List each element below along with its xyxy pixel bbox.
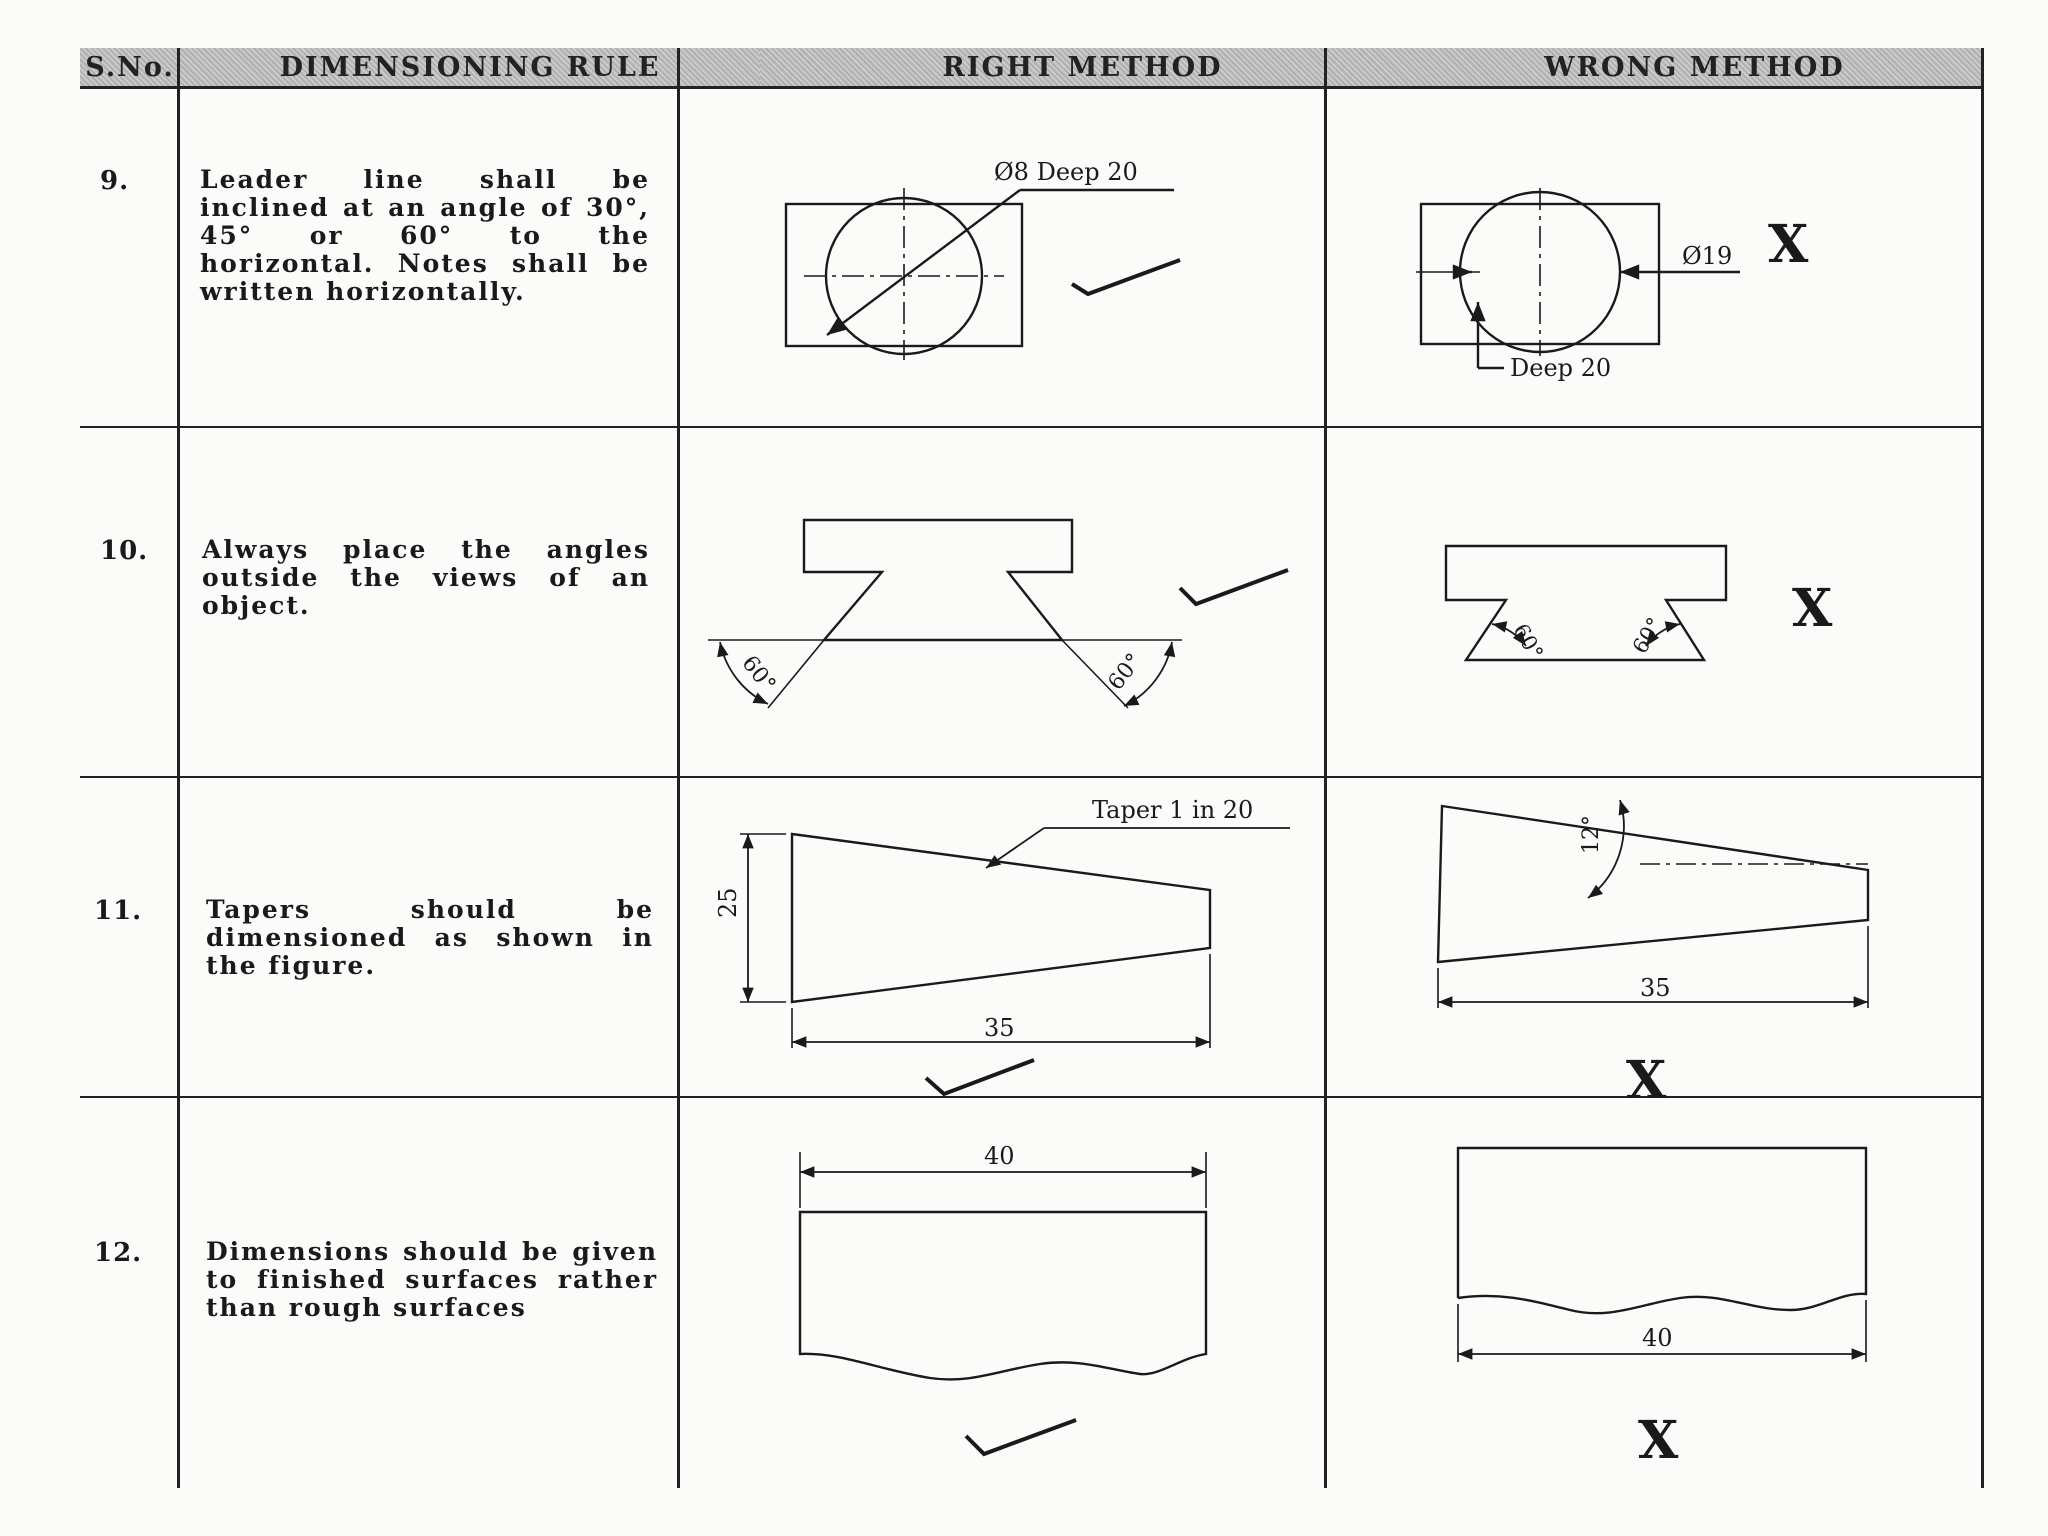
rule-text: Leader line shall be inclined at an angle of 30°, 45° or 60° to the horizontal. Notes shall be written horizontally. xyxy=(200,165,650,306)
drawings-layer xyxy=(80,48,1984,1488)
header-rule: DIMENSIONING RULE xyxy=(180,48,760,89)
row11-right-drawing xyxy=(740,828,1290,1048)
row10-wrong-drawing xyxy=(1446,546,1726,660)
leader-note: Ø8 Deep 20 xyxy=(994,158,1138,186)
check-mark-icon xyxy=(926,1060,1034,1094)
row12-right-drawing xyxy=(800,1152,1206,1379)
cross-mark-icon: X xyxy=(1638,1410,1679,1471)
rule-text: Always place the angles outside the views of an object. xyxy=(202,535,650,620)
length-dimension: 35 xyxy=(984,1014,1015,1042)
row9-right-drawing xyxy=(786,188,1174,360)
cross-mark-icon: X xyxy=(1626,1050,1667,1111)
taper-note: Taper 1 in 20 xyxy=(1092,796,1254,824)
width-dimension: 40 xyxy=(984,1142,1015,1170)
depth-note: Deep 20 xyxy=(1510,354,1612,382)
angle-label: 60° xyxy=(1627,613,1668,658)
cross-mark-icon: X xyxy=(1792,578,1833,639)
height-dimension: 25 xyxy=(714,887,742,918)
header-right-method: RIGHT METHOD xyxy=(760,48,1405,89)
check-mark-icon xyxy=(966,1420,1076,1454)
angle-label: 60° xyxy=(736,651,781,698)
angle-label: 60° xyxy=(1508,619,1548,664)
angle-label: 60° xyxy=(1103,649,1148,696)
width-dimension: 40 xyxy=(1642,1324,1673,1352)
header-sno: S.No. xyxy=(80,48,180,89)
angle-label: 12° xyxy=(1579,815,1604,854)
length-dimension: 35 xyxy=(1640,974,1671,1002)
dimensioning-rules-table xyxy=(80,48,1984,1488)
cross-mark-icon: X xyxy=(1768,214,1809,275)
check-mark-icon xyxy=(1072,260,1180,294)
row-number: 9. xyxy=(100,166,130,196)
row-number: 10. xyxy=(100,536,149,566)
row-number: 11. xyxy=(94,896,143,926)
row9-wrong-drawing xyxy=(1416,188,1740,368)
rule-text: Dimensions should be given to finished surfaces rather than rough surfaces xyxy=(206,1237,658,1322)
rule-text: Tapers should be dimensioned as shown in the figure. xyxy=(206,895,654,980)
check-mark-icon xyxy=(1180,570,1288,604)
row-number: 12. xyxy=(94,1238,143,1268)
header-wrong-method: WRONG METHOD xyxy=(1405,48,1984,89)
diameter-label: Ø19 xyxy=(1682,242,1733,270)
